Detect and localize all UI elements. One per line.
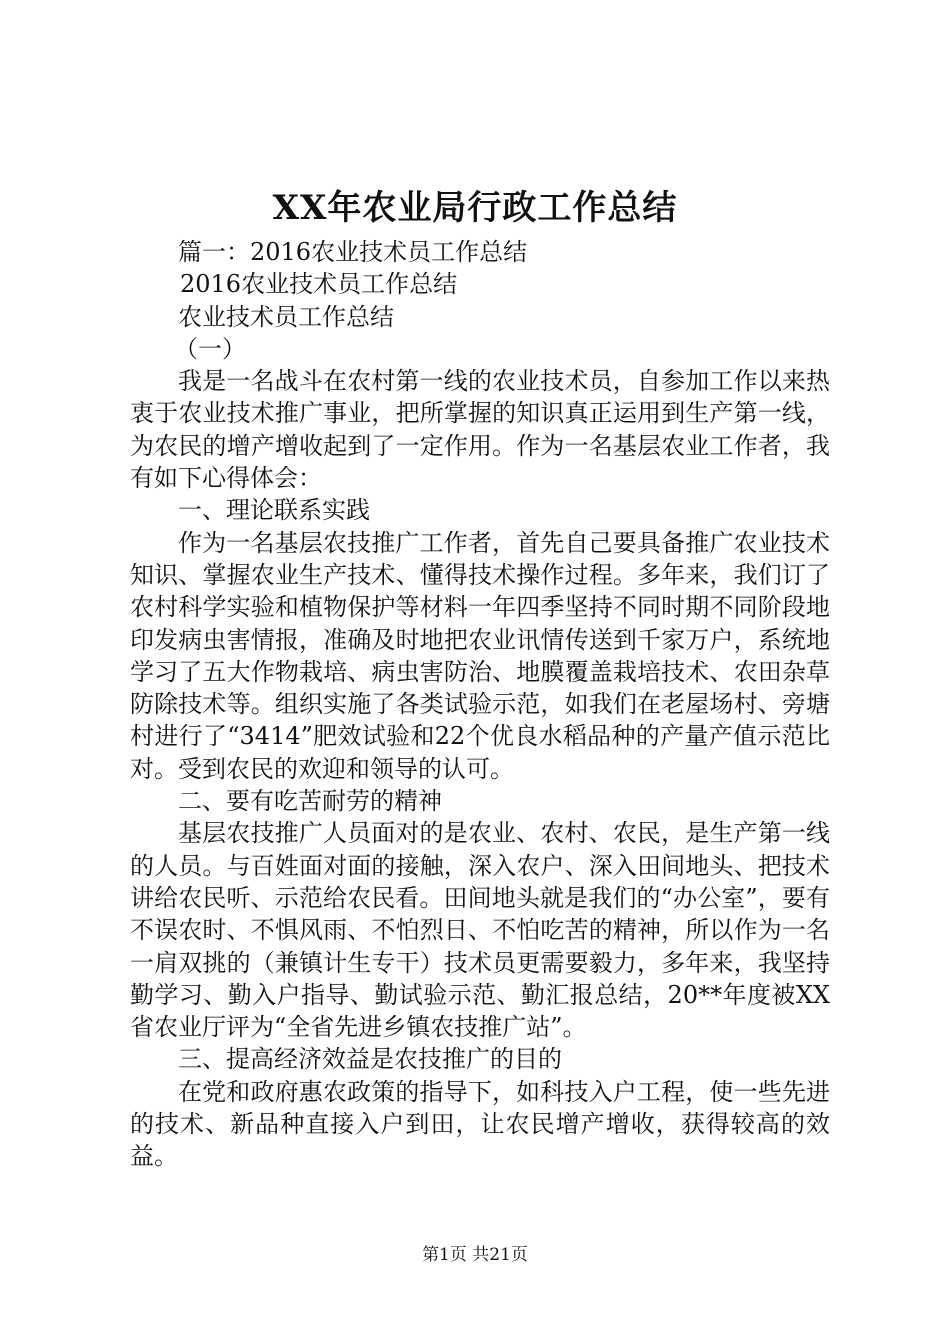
paragraph-benefit-body: 在党和政府惠农政策的指导下，如科技入户工程，使一些先进的技术、新品种直接入户到田，让农民增产增收，获得较高的效益。 [130, 1077, 830, 1171]
paragraph-part-number: （一） [174, 334, 246, 363]
paragraph-heading-hardwork: 二、要有吃苦耐劳的精神 [178, 787, 442, 816]
paragraph-intro: 我是一名战斗在农村第一线的农业技术员，自参加工作以来热衷于农业技术推广事业，把所掌握的知识真正运用到生产第一线，为农民的增产增收起到了一定作用。作为一名基层农业工作者，我有如下心得体会： [130, 367, 830, 493]
paragraph-subtitle: 2016农业技术员工作总结 [180, 270, 458, 299]
document-body [130, 236, 830, 1173]
document-title: XX年农业局行政工作总结 [272, 188, 678, 228]
paragraph-heading-theory: 一、理论联系实践 [178, 496, 370, 525]
paragraph-subtitle-2: 农业技术员工作总结 [178, 302, 394, 331]
paragraph-theory-body: 作为一名基层农技推广工作者，首先自己要具备推广农业技术知识、掌握农业生产技术、懂得技术操作过程。多年来，我们订了农村科学实验和植物保护等材料一年四季坚持不同时期不同阶段地印发病虫害情报，准确及时地把农业讯情传送到千家万户，系统地学习了五大作物栽培、病虫害防治、地膜覆盖栽培技术、农田杂草防除技术等。组织实施了各类试验示范，如我们在老屋场村、旁塘村进行了“3414”肥效试验和22个优良水稻品种的产量产值示范比对。受到农民的欢迎和领导的认可。 [130, 528, 830, 783]
paragraph-section-heading-1: 篇一：2016农业技术员工作总结 [178, 238, 528, 266]
page-footer: 第1页 共21页 [422, 1245, 528, 1265]
paragraph-hardwork-body: 基层农技推广人员面对的是农业、农村、农民，是生产第一线的人员。与百姓面对面的接触，深入农户、深入田间地头、把技术讲给农民听、示范给农民看。田间地头就是我们的“办公室”，要有不误农时、不惧风雨、不怕烈日、不怕吃苦的精神，所以作为一名一肩双挑的（兼镇计生专干）技术员更需要毅力，多年来，我坚持勤学习、勤入户指导、勤试验示范、勤汇报总结，20**年度被XX省农业厅评为“全省先进乡镇农技推广站”。 [130, 819, 830, 1042]
paragraph-heading-benefit: 三、提高经济效益是农技推广的目的 [178, 1045, 562, 1074]
